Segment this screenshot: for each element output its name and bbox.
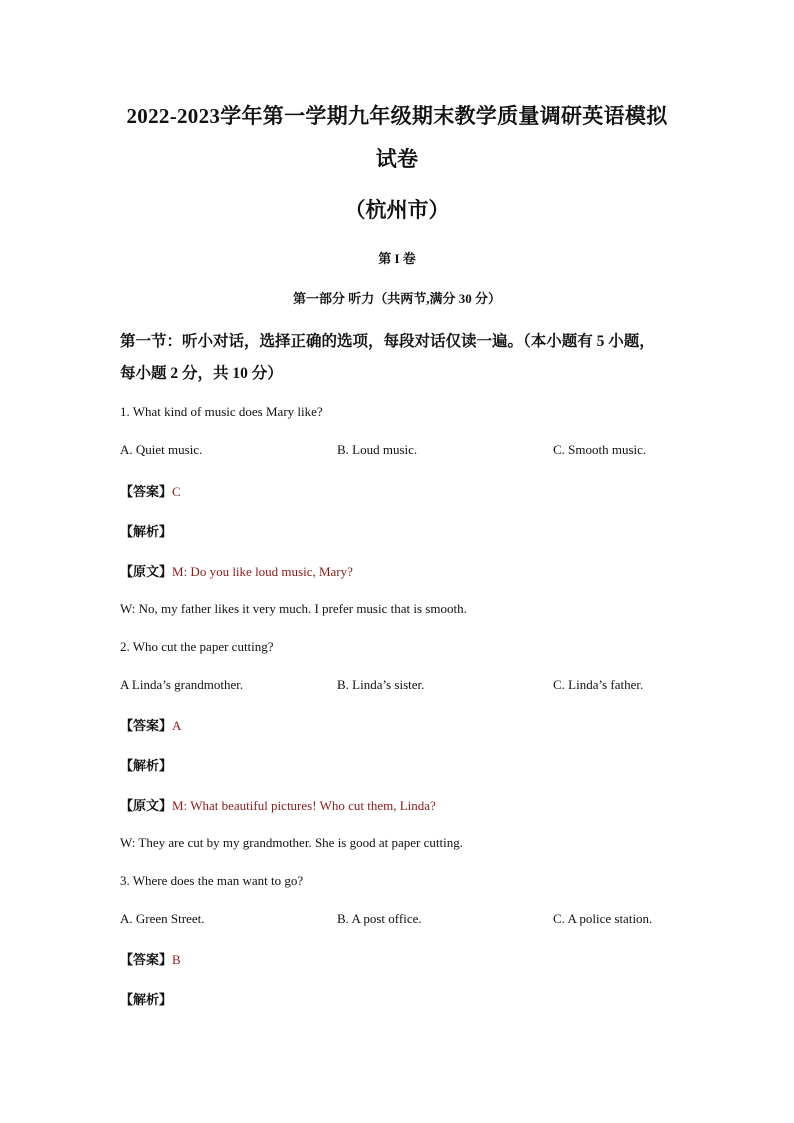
answer-tag: 【答案】 <box>120 718 173 733</box>
analysis-line <box>120 755 172 774</box>
answer-line <box>120 715 181 734</box>
analysis-line <box>120 989 172 1008</box>
option-c: C. Linda’s father. <box>553 677 644 692</box>
answer-value: B <box>172 952 181 967</box>
original-tag: 【原文】 <box>120 564 173 579</box>
analysis-line <box>120 521 172 540</box>
original-text-line <box>120 795 436 814</box>
section-instruction-line1: 第一节：听小对话，选择正确的选项，每段对话仅读一遍。（本小题有 5 小题， <box>120 333 655 350</box>
option-b: B. Loud music. <box>337 442 418 457</box>
option-b: B. A post office. <box>337 911 422 926</box>
doc-title-line1: 2022-2023学年第一学期九年级期末教学质量调研英语模拟 <box>126 104 668 128</box>
answer-tag: 【答案】 <box>120 484 173 499</box>
part-heading: 第一部分 听力（共两节,满分 30 分） <box>292 291 501 306</box>
doc-region: （杭州市） <box>344 198 450 222</box>
analysis-tag: 【解析】 <box>120 524 173 539</box>
analysis-tag: 【解析】 <box>120 992 173 1007</box>
original-w: W: They are cut by my grandmother. She is good at paper cutting. <box>120 835 463 850</box>
answer-value: A <box>172 718 182 733</box>
answer-line <box>120 949 181 968</box>
original-m: M: What beautiful pictures! Who cut them, Linda? <box>172 798 436 813</box>
doc-title-line2: 试卷 <box>375 147 419 171</box>
original-m: M: Do you like loud music, Mary? <box>172 564 353 579</box>
question-stem: 3. Where does the man want to go? <box>120 873 304 888</box>
answer-line <box>120 481 181 500</box>
section-instruction-line2: 每小题 2 分，共 10 分） <box>120 365 283 382</box>
volume-heading: 第 I 卷 <box>378 251 416 266</box>
option-c: C. Smooth music. <box>553 442 647 457</box>
analysis-tag: 【解析】 <box>120 758 173 773</box>
original-w: W: No, my father likes it very much. I prefer music that is smooth. <box>120 601 467 616</box>
option-c: C. A police station. <box>553 911 653 926</box>
answer-value: C <box>172 484 181 499</box>
original-text-line <box>120 561 353 580</box>
option-a: A Linda’s grandmother. <box>120 677 244 692</box>
option-a: A. Green Street. <box>120 911 205 926</box>
original-tag: 【原文】 <box>120 798 173 813</box>
option-a: A. Quiet music. <box>120 442 203 457</box>
answer-tag: 【答案】 <box>120 952 173 967</box>
option-b: B. Linda’s sister. <box>337 677 425 692</box>
question-stem: 1. What kind of music does Mary like? <box>120 404 323 419</box>
question-stem: 2. Who cut the paper cutting? <box>120 639 274 654</box>
